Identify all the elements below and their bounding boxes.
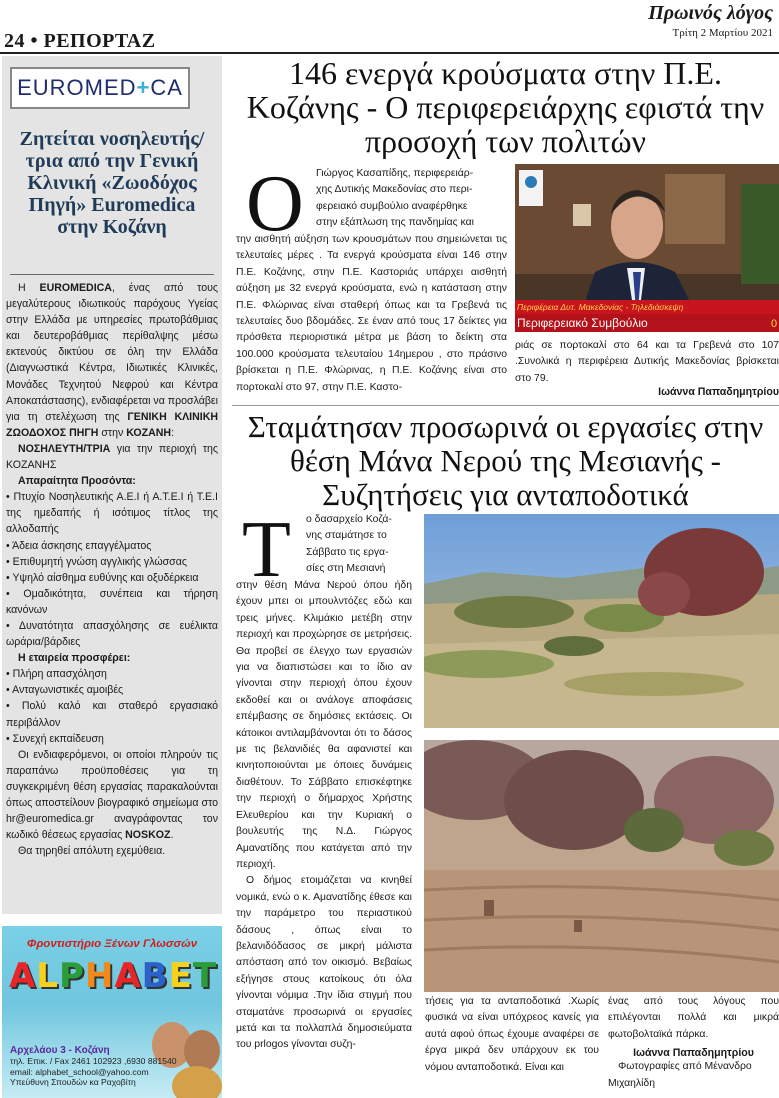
article-divider [232,405,779,406]
article2-byline: Ιωάννα Παπαδημητρίου [633,1047,754,1060]
offer-item: • Πολύ καλό και σταθερό εργασιακό περιβάλλον [6,700,218,729]
offer-item: • Πλήρη απασχόληση [6,668,107,681]
section-label: 24 • ΡΕΠΟΡΤΑΖ [4,30,156,52]
article1-body: την αισθητή αύξηση των κρουσμάτων που σημειώνεται τις τελευταίες μέρες . Τα ενεργά κρούσματα είναι 146 στην Π.Ε. Κοζάνης, στην Π.Ε. Καστοριάς υπάρχει αισθητή αύξηση με 32 ενεργά κρούσματα, ενώ η κατάσταση στην Π.Ε. Φλώρινας είναι σταθερή όπως και τα Γρεβενά τις τελευταίες δυο βδομάδες. Σε έναν από τους 17 δείκτες για πρόσθετα περιοριστικά μέτρα με βάση το δείκτη στα 100.000 κρούσματα τελευταίου 14ημερου , στο πράσινο βρίσκεται η Π.Ε. Φλώρινας, η Π.Ε. Κοζάνης είναι στο πορτοκαλί στο 97, στην Π.Ε. Καστο- [236,234,507,393]
alphabet-letter: A [114,956,142,996]
issue-date: Τρίτη 2 Μαρτίου 2021 [672,27,773,39]
requirements-heading: Απαραίτητα Προσόντα: [18,475,136,488]
alphabet-letter: T [192,956,218,996]
article2-col2-body: τήσεις για τα ανταποδοτικά .Χωρίς φυσικά να είναι υπόχρεος κανείς για αυτά αφού όπως έχουμε αναφέρει σε έργα μικρά δεν υπάρχουν εκ του νόμου ανταποδοτικά. Είναι και [425,996,599,1073]
alphabet-letter: B [141,956,169,996]
alphabet-letter: P [58,956,85,996]
euromedica-logo: EUROMED+CA [10,67,190,109]
article1-byline: Ιωάννα Παπαδημητρίου [658,386,779,398]
alphabet-letter: A [8,956,37,996]
photo-credit: Φωτογραφίες από Μένανδρο Μιχαηλίδη [608,1061,752,1089]
requirement-item: • Δυνατότητα απασχόλησης σε ευέλικτα ωράρια/βάρδιες [6,619,218,649]
ad-divider [10,274,214,275]
article2-dropcap: Τ [242,506,291,594]
requirement-item: • Ομαδικότητα, συνέπεια και τήρηση κανόνων [6,587,218,616]
alphabet-ad [2,926,222,1098]
alphabet-logo [8,956,218,996]
article2-headline: Σταμάτησαν προσωρινά οι εργασίες στην θέση Μάνα Νερού της Μεσιανής - Συζητήσεις για ανταποδοτικά [247,409,764,512]
photo-caption-small: Περιφέρεια Δυτ. Μακεδονίας - Τηλεδιάσκεψη [517,302,684,312]
ad-title: Ζητείται νοσηλευτής/τρια από την Γενική Κλινική «Ζωοδόχος Πηγή» Euromedica στην Κοζάνη [19,128,205,238]
governor-photo [515,164,779,332]
requirement-item: • Άδεια άσκησης επαγγέλματος [6,539,152,552]
alphabet-subtitle: Φροντιστήριο Ξένων Γλωσσών [26,938,198,950]
offer-item: • Ανταγωνιστικές αμοιβές [6,684,124,697]
alphabet-letter: H [84,956,115,996]
alphabet-letter: L [36,956,59,996]
confidential-note: Θα τηρηθεί απόλυτη εχεμύθεια. [18,845,166,858]
alphabet-letter: E [168,956,193,996]
newspaper-name: Πρωινός λόγος [648,2,773,24]
ad-body: Η EUROMEDICA, ένας από τους μεγαλύτερους ιδιωτικούς παρόχους Υγείας στην Ελλάδα με υπηρεσίες πρωτοβάθμιας και δευτεροβάθμιας περίθαλψης μέσω εκτενούς δικτύου σε όλη την Ελλάδα (Διαγνωστικά Κέντρα, Ιδιωτικές Κλινικές, Μονάδες Τεχνητού Νεφρού και Κέντρα Αποκατάστασης), ενδιαφέρεται να προσλάβει για τη στελέχωση της ΓΕΝΙΚΗ ΚΛΙΝΙΚΗ ΖΩΟΔΟΧΟΣ ΠΗΓΗ στην ΚΟΖΑΝΗ: ΝΟΣΗΛΕΥΤΗ/ΤΡΙΑ για την περιοχή της ΚΟΖΑΝΗΣ Απαραίτητα Προσόντα: • Πτυχίο Νοσηλευτικής Α.Ε.Ι ή Α.Τ.Ε.Ι ή Τ.Ε.Ι της ημεδαπής ή ισότιμος τίτλος της αλλοδαπής • Άδεια άσκησης επαγγέλματος • Επιθυμητή γνώση αγγλικής γλώσσας • Υψηλό αίσθημα ευθύνης και οξυδέρκεια • Ομαδικότητα, συνέπεια και τήρηση κανόνων • Δυνατότητα απασχόλησης σε ευέλικτα ωράρια/βάρδιες Η εταιρεία προσφέρει: • Πλήρη απασχόληση • Ανταγωνιστικές αμοιβές • Πολύ καλό και σταθερό εργασιακό περιβάλλον • Συνεχή εκπαίδευση Οι ενδιαφερόμενοι, οι οποίοι πληρούν τις παραπάνω προϋποθέσεις για τη συγκεκριμένη θέση εργασίας παρακαλούνται όπως αποστείλουν βιογραφικό σημείωμα στο hr@euromedica.gr αναγράφοντας τον κωδικό θέσεως εργασίας NOSKOZ. Θα τηρηθεί απόλυτη εχεμύθεια. [6,280,218,859]
photo-counter: 0 [771,318,778,330]
requirement-item: • Επιθυμητή γνώση αγγλικής γλώσσας [6,555,187,568]
article1-lead: Γιώργος Κασαπίδης, περιφερειάρ- χης Δυτικής Μακεδονίας στο περι- φερειακό συμβούλιο αναφέρθηκε στην εξάπλωση της πανδημίας και [316,168,474,229]
alphabet-contact: Αρχελάου 3 - Κοζάνη τηλ. Επικ. / Fax 2461 102923 ,6930 881540 email: alphabet_school@yahoo.com Υπεύθυνη Σπουδών κα Ραχοβίτη [10,1045,177,1087]
forest-photo-1 [424,514,779,728]
photo-caption-big: Περιφερειακό Συμβούλιο [517,316,648,330]
article2-col3: ένας από τους λόγους που επιλέγονται πολλά και μικρά φωτοβολταϊκά πάρκα. Ιωάννα Παπαδημητρίου Φωτογραφίες από Μένανδρο Μιχαηλίδη [608,994,779,1092]
offers-heading: Η εταιρεία προσφέρει: [18,652,131,665]
requirement-item: • Πτυχίο Νοσηλευτικής Α.Ε.Ι ή Α.Τ.Ε.Ι ή Τ.Ε.Ι της ημεδαπής ή ισότιμος τίτλος της αλλοδαπής [6,491,218,536]
article2-lead: ο δασαρχείο Κοζά- νης σταμάτησε το Σάββατο τις εργα- σίες στη Μεσιανή [306,514,392,575]
article1-headline: 146 ενεργά κρούσματα στην Π.Ε. Κοζάνης - Ο περιφερειάρχης εφιστά την προσοχή των πολιτών [246,55,765,159]
child-photo [172,1066,222,1098]
forest-photo-2 [424,740,779,992]
header-rule [0,52,779,54]
offer-item: • Συνεχή εκπαίδευση [6,732,104,745]
article1-continuation: ριάς σε πορτοκαλί στο 64 και τα Γρεβενά στο 107 .Συνολικά η περιφέρεια Δυτικής Μακεδονίας βρίσκεται στο 79. [515,340,779,384]
article1-dropcap: Ο [246,160,304,248]
euromedica-ad [2,56,222,914]
article2-col1-body: στην θέση Μάνα Νερού όπου ήδη έχουν μπει οι μπουλντόζες εδώ και τρεις μήνες. Κλιμάκιο μετέβη στην περιοχή και προχώρησε σε μετρήσεις. Θα προβεί σε έλεγχο των εργασιών για να διαπιστώσει και το ίδιο αν γίνονται στην περιοχή όπου έχουν εκδοθεί και οι ανάλογε αποφάσεις επέμβασης σε δημόσιες εκτάσεις. Οι κάτοικοι αντιλαμβάνονται ότι το δάσος με τις βελανιδιές θα αφανιστεί και κινητοποιούνται με όποιες δυνάμεις διαθέτουν. Το Σάββατο επισκέφτηκε την περιοχή ο δήμαρχος Χρήστης Ελευθερίου και την Κυριακή ο βουλευτής της Ν.Δ. Γιώργος Αμανατίδης που κατάγεται από την περιοχή. Ο δήμος ετοιμάζεται να κινηθεί νομικά, ενώ ο κ. Αμανατίδης έθεσε και την παράμετρο του περιαστικού δάσους , όπως είναι το βελανιδόδασος σε μικρή μάλιστα απόσταση από τον οικισμό. Βεβαίως εξήγησε στους κατοίκους ότι όλα γίνονται νόμιμα .Την ίδια στιγμή που σταματάνε προσωρινά οι εργασίες μετά και τα πολλαπλά δημοσιεύματα του prlogos γίνονται συζη- [236,580,412,1051]
requirement-item: • Υψηλό αίσθημα ευθύνης και οξυδέρκεια [6,571,199,584]
